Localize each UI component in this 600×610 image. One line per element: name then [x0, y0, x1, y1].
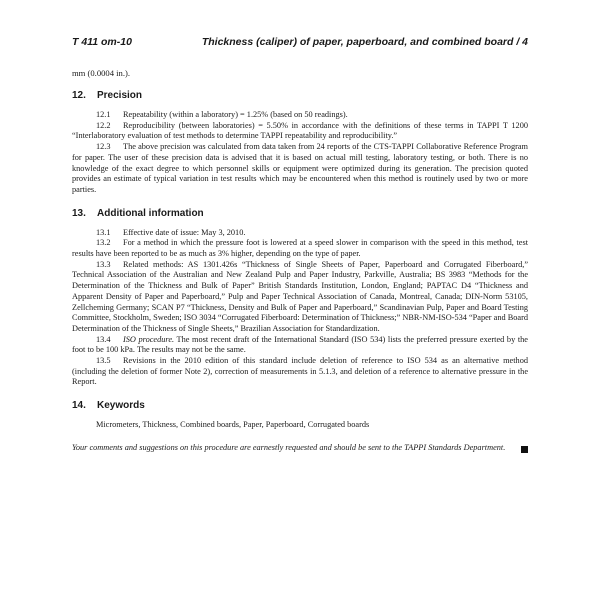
section-keywords [72, 400, 528, 431]
keywords-list: Micrometers, Thickness, Combined boards, Paper, Paperboard, Corrugated boards [96, 420, 370, 430]
paragraph [72, 121, 528, 142]
header-title: Thickness (caliper) of paper, paperboard, and combined board / 4 [201, 36, 528, 48]
paragraph-lead: ISO procedure. [123, 334, 175, 344]
paragraph [72, 335, 528, 356]
paragraph-number: 13.1 [96, 227, 111, 237]
paragraph-text: Effective date of issue: May 3, 2010. [123, 227, 246, 237]
paragraph [72, 356, 528, 388]
section-title: Precision [97, 90, 143, 101]
carry-over-text: mm (0.0004 in.). [72, 68, 131, 78]
paragraph-number: 13.5 [96, 356, 111, 366]
section-precision [72, 90, 528, 196]
section-title: Additional information [97, 207, 204, 219]
paragraph-number: 13.4 [96, 334, 111, 344]
section-heading [72, 400, 528, 411]
paragraph-text: The most recent draft of the International Standard (ISO 534) lists the preferred pressure exerted by the foot to be 100 kPa. The results may not be the same. [72, 334, 528, 355]
document-body [72, 68, 528, 454]
paragraph [72, 238, 528, 259]
paragraph-text: For a method in which the pressure foot is lowered at a speed slower in comparison with the speed in this method, test results have been reported to be as much as 3% higher, depending on the type of paper. [72, 238, 528, 259]
section-number: 12. [72, 90, 86, 101]
paragraph-text: Revisions in the 2010 edition of this standard include deletion of reference to ISO 534 as an alternative method (including the deletion of former Note 2), correction of measurements in 5.1.3, and deletion of a reference to alternative pressure in the Report. [72, 356, 528, 387]
paragraph-text: Repeatability (within a laboratory) = 1.25% (based on 50 readings). [123, 110, 348, 119]
paragraph [72, 110, 528, 121]
footer-note-text: Your comments and suggestions on this procedure are earnestly requested and should be sent to the TAPPI Standards Department. [72, 442, 506, 452]
section-title: Keywords [97, 400, 145, 412]
section-additional-information [72, 208, 528, 389]
footer-note [72, 443, 528, 454]
paragraph-text: Related methods: AS 1301.426s “Thickness of Single Sheets of Paper, Paperboard and Corrugated Fiberboard,” Technical Association of the Australian and New Zealand Pulp and Paper Industry, Parkville, Australia; BS 3983 “Methods for the Determination of the Thickness and Bulk of Paper” British Standards Institution, London, England; PAPTAC D4 “Thickness and Apparent Density of Paper and Paperboard,” Pulp and Paper Technical Association of Canada, Montreal, Canada; DIN-Norm 53105, Zellcheming Germany; SCAN P7 “Thickness, Density and Bulk of Paper and Paperboard,” Scandinavian Pulp, Paper and Board Testing Committee, Stockholm, Sweden; ISO 3034 “Corrugated Fiberboard: Determination of Thickness;” NBR-NM-ISO-534 “Paper and Board Determination of the Thickness of Single Sheets,” Brazilian Association for Standardization. [72, 259, 528, 333]
paragraph-number: 12.3 [96, 142, 111, 152]
paragraph [72, 228, 528, 239]
section-heading [72, 208, 528, 219]
section-number: 14. [72, 400, 86, 412]
paragraph-number: 13.3 [96, 259, 111, 269]
running-header [72, 36, 528, 48]
paragraph-number: 13.2 [96, 238, 111, 248]
paragraph-text: The above precision was calculated from data taken from 24 reports of the CTS-TAPPI Collaborative Reference Program for paper. The user of these precision data is advised that it is based on actual mill testing, laboratory testing, or both. There is no knowledge of the exact degree to which personnel skills or equipment were optimized during its generation. The precision quoted provides an estimate of typical variation in test results which may be encountered when this method is routinely used by two or more parties. [72, 142, 528, 194]
paragraph [72, 260, 528, 335]
paragraph-number: 12.2 [96, 120, 111, 130]
paragraph [72, 142, 528, 196]
end-of-document-mark [521, 446, 528, 453]
header-method-number: T 411 om-10 [72, 36, 132, 48]
paragraph-text: Reproducibility (between laboratories) = 5.50% in accordance with the definitions of these terms in TAPPI T 1200 “Interlaboratory evaluation of test methods to determine TAPPI repeatability and reproducibility.” [72, 120, 528, 141]
section-heading [72, 90, 528, 101]
section-number: 13. [72, 207, 86, 219]
paragraph-number: 12.1 [96, 110, 111, 119]
